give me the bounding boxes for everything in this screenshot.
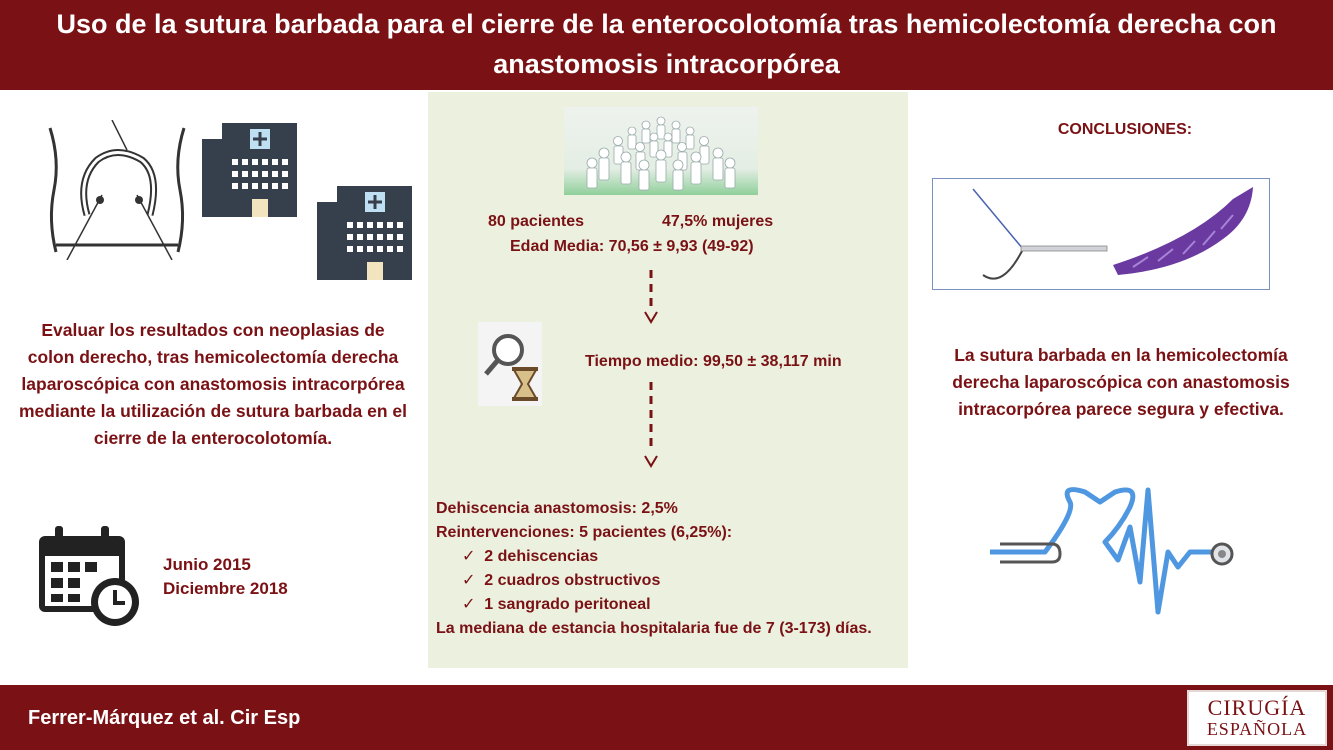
conclusion-text: La sutura barbada en la hemicolectomía derecha laparoscópica con anastomosis intracorpórea parece segura y efectiva. xyxy=(952,345,1290,419)
conclusions-title: CONCLUSIONES: xyxy=(1057,121,1193,138)
objective-text: Evaluar los resultados con neoplasias de colon derecho, tras hemicolectomía derecha laparoscópica con anastomosis intracorpórea mediante la utilización de sutura barbada en el cierre de la enterocolotomía. xyxy=(18,320,408,448)
study-period xyxy=(163,553,288,601)
list-item: ✓ 2 dehiscencias xyxy=(462,548,599,565)
outcomes-block xyxy=(436,497,906,641)
suture-image xyxy=(932,178,1270,290)
hospital-icon xyxy=(317,180,412,280)
suture-needle-icon xyxy=(933,179,1268,288)
logo-line2: ESPAÑOLA xyxy=(1206,719,1308,739)
anastomotic-dehiscence: Dehiscencia anastomosis: 2,5% xyxy=(436,500,678,517)
check-icon: ✓ xyxy=(462,596,485,613)
date-end: Diciembre 2018 xyxy=(163,579,288,598)
footer-bar xyxy=(0,685,1333,750)
reinterventions: Reintervenciones: 5 pacientes (6,25%): xyxy=(436,524,733,541)
page-title-line1: Uso de la sutura barbada para el cierre de la enterocolotomía tras hemicolectomía derecha con xyxy=(56,9,1277,39)
abdomen-icon xyxy=(42,120,192,260)
journal-logo xyxy=(1187,690,1327,746)
date-start: Junio 2015 xyxy=(163,555,251,574)
crowd-icon xyxy=(564,107,758,195)
dashed-arrow-icon xyxy=(640,380,662,472)
list-item: ✓ 1 sangrado peritoneal xyxy=(462,596,651,613)
calendar-clock-icon xyxy=(35,522,145,630)
patients-count: 80 pacientes xyxy=(488,213,585,230)
mean-operative-time: Tiempo medio: 99,50 ± 38,117 min xyxy=(585,353,842,370)
logo-line1: CIRUGÍA xyxy=(1207,695,1307,720)
women-percentage: 47,5% mujeres xyxy=(662,213,774,230)
citation: Ferrer-Márquez et al. Cir Esp xyxy=(28,707,301,729)
page-title-line2: anastomosis intracorpórea xyxy=(493,49,840,79)
header-banner xyxy=(0,0,1333,90)
mean-age: Edad Media: 70,56 ± 9,93 (49-92) xyxy=(510,238,754,255)
magnifier-hourglass-icon xyxy=(478,322,542,406)
check-icon: ✓ xyxy=(462,548,485,565)
list-item: ✓ 2 cuadros obstructivos xyxy=(462,572,661,589)
check-icon: ✓ xyxy=(462,572,485,589)
dashed-arrow-icon xyxy=(640,268,662,328)
hospital-stay: La mediana de estancia hospitalaria fue de 7 (3-173) días. xyxy=(436,620,872,637)
stethoscope-heart-icon xyxy=(990,482,1240,622)
hospital-icon xyxy=(202,117,297,217)
